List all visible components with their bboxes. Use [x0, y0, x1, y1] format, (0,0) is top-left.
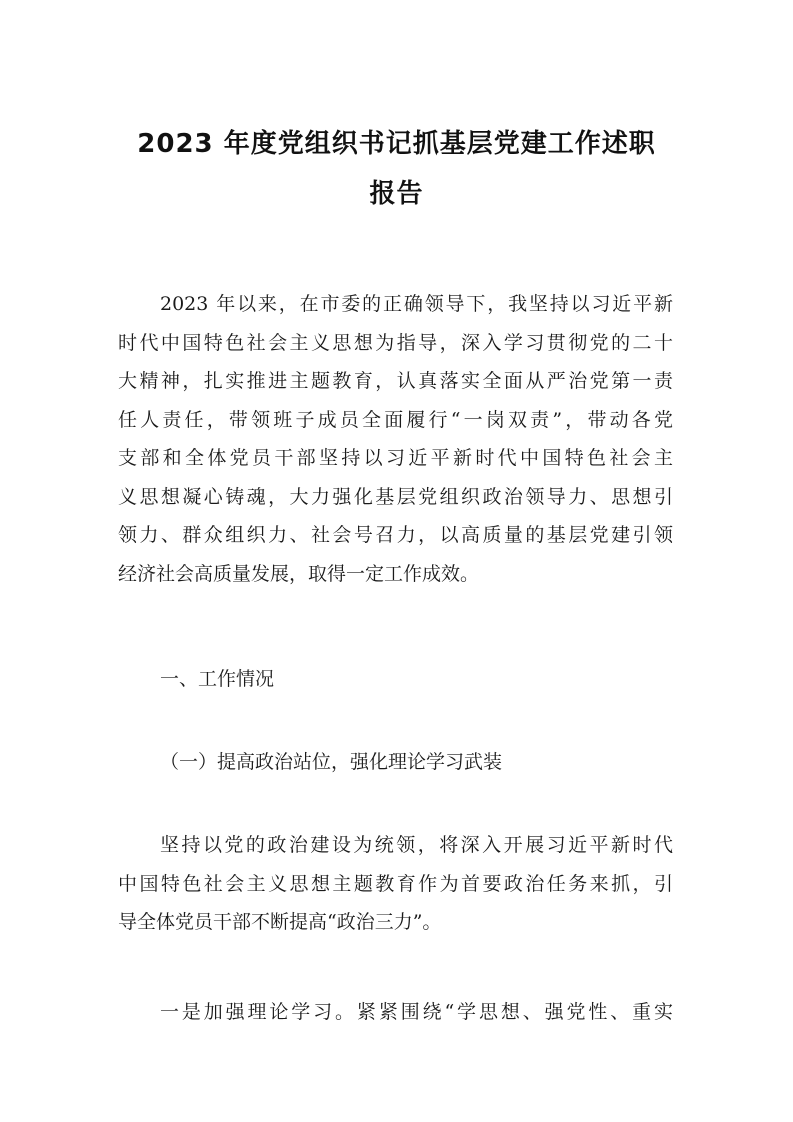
intro-line: 大精神，扎实推进主题教育，认真落实全面从严治党第一责: [118, 370, 673, 392]
intro-line: 2023 年以来，在市委的正确领导下，我坚持以习近平新: [160, 293, 673, 315]
intro-line: 经济社会高质量发展，取得一定工作成效。: [118, 562, 480, 585]
body-line: 导全体党员干部不断提高“政治三力”。: [118, 911, 442, 933]
body-paragraph-2: [118, 826, 673, 942]
body-line: 坚持以党的政治建设为统领，将深入开展习近平新时代: [160, 834, 673, 856]
document-title-line-1: 2023 年度党组织书记抓基层党建工作述职: [137, 129, 656, 159]
body-line: 一是加强理论学习。紧紧围绕“学思想、强党性、重实: [160, 1001, 673, 1023]
document-title-line-2: 报告: [369, 179, 424, 209]
section-heading: 一、工作情况: [160, 668, 275, 690]
body-line: 中国特色社会主义思想主题教育作为首要政治任务来抓，引: [118, 872, 673, 895]
subsection-heading: （一）提高政治站位，强化理论学习武装: [160, 751, 503, 773]
body-paragraph-3: [118, 993, 673, 1032]
intro-line: 领力、群众组织力、社会号召力，以高质量的基层党建引领: [118, 524, 673, 546]
intro-line: 支部和全体党员干部坚持以习近平新时代中国特色社会主: [118, 447, 673, 469]
intro-line: 任人责任，带领班子成员全面履行“一岗双责”，带动各党: [118, 408, 673, 431]
intro-line: 义思想凝心铸魂，大力强化基层党组织政治领导力、思想引: [118, 485, 673, 508]
intro-paragraph: [118, 285, 673, 593]
intro-line: 时代中国特色社会主义思想为指导，深入学习贯彻党的二十: [118, 331, 673, 354]
